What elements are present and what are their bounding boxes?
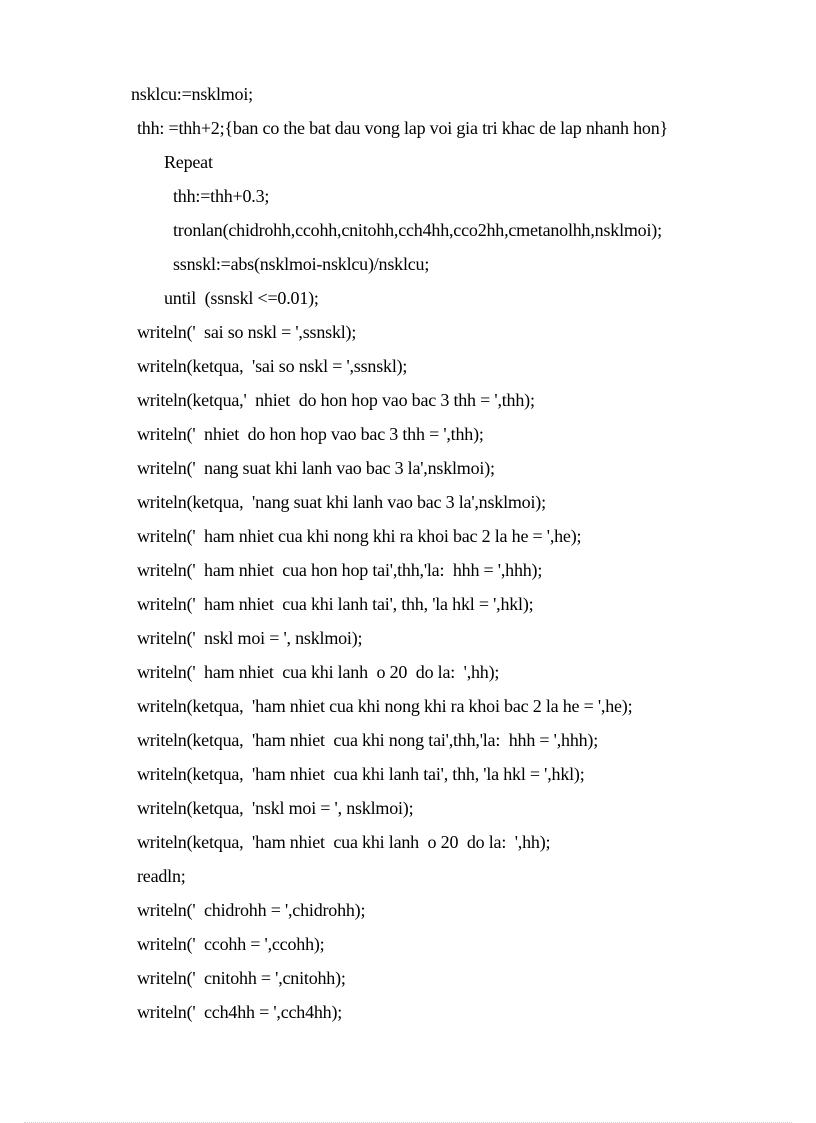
code-line: tronlan(chidrohh,ccohh,cnitohh,cch4hh,cco2hh,cmetanolhh,nsklmoi); — [173, 220, 662, 240]
code-line: Repeat — [164, 152, 213, 172]
code-line: writeln(ketqua, 'ham nhiet cua khi nong tai',thh,'la: hhh = ',hhh); — [137, 730, 599, 750]
code-line: writeln(ketqua, 'ham nhiet cua khi nong khi ra khoi bac 2 la he = ',he); — [137, 696, 633, 716]
code-line: writeln(' ham nhiet cua khi nong khi ra khoi bac 2 la he = ',he); — [137, 526, 582, 546]
code-line: writeln(' cch4hh = ',cch4hh); — [137, 1002, 343, 1022]
code-line: writeln(ketqua, 'nang suat khi lanh vao bac 3 la',nsklmoi); — [137, 492, 546, 512]
code-line: writeln(ketqua,' nhiet do hon hop vao bac 3 thh = ',thh); — [137, 390, 535, 410]
code-line: writeln(ketqua, 'nskl moi = ', nsklmoi); — [137, 798, 414, 818]
code-line: writeln(' ham nhiet cua hon hop tai',thh,'la: hhh = ',hhh); — [137, 560, 543, 580]
code-line: thh: =thh+2;{ban co the bat dau vong lap voi gia tri khac de lap nhanh hon} — [137, 118, 668, 138]
code-line: writeln(ketqua, 'ham nhiet cua khi lanh o 20 do la: ',hh); — [137, 832, 551, 852]
code-line: thh:=thh+0.3; — [173, 186, 270, 206]
code-line: writeln(' chidrohh = ',chidrohh); — [137, 900, 366, 920]
code-line: writeln(ketqua, 'ham nhiet cua khi lanh tai', thh, 'la hkl = ',hkl); — [137, 764, 585, 784]
code-line: writeln(' nhiet do hon hop vao bac 3 thh = ',thh); — [137, 424, 484, 444]
code-line: writeln(' ccohh = ',ccohh); — [137, 934, 325, 954]
code-line: writeln(' ham nhiet cua khi lanh o 20 do la: ',hh); — [137, 662, 500, 682]
code-line: readln; — [137, 866, 186, 886]
code-line: until (ssnskl <=0.01); — [164, 288, 319, 308]
code-line: writeln(' cnitohh = ',cnitohh); — [137, 968, 346, 988]
code-line: writeln(' ham nhiet cua khi lanh tai', thh, 'la hkl = ',hkl); — [137, 594, 534, 614]
code-line: writeln(' sai so nskl = ',ssnskl); — [137, 322, 357, 342]
code-line: writeln(ketqua, 'sai so nskl = ',ssnskl); — [137, 356, 408, 376]
code-line: writeln(' nskl moi = ', nsklmoi); — [137, 628, 363, 648]
code-line: nsklcu:=nsklmoi; — [131, 84, 253, 104]
code-line: ssnskl:=abs(nsklmoi-nsklcu)/nsklcu; — [173, 254, 430, 274]
code-line: writeln(' nang suat khi lanh vao bac 3 la',nsklmoi); — [137, 458, 495, 478]
